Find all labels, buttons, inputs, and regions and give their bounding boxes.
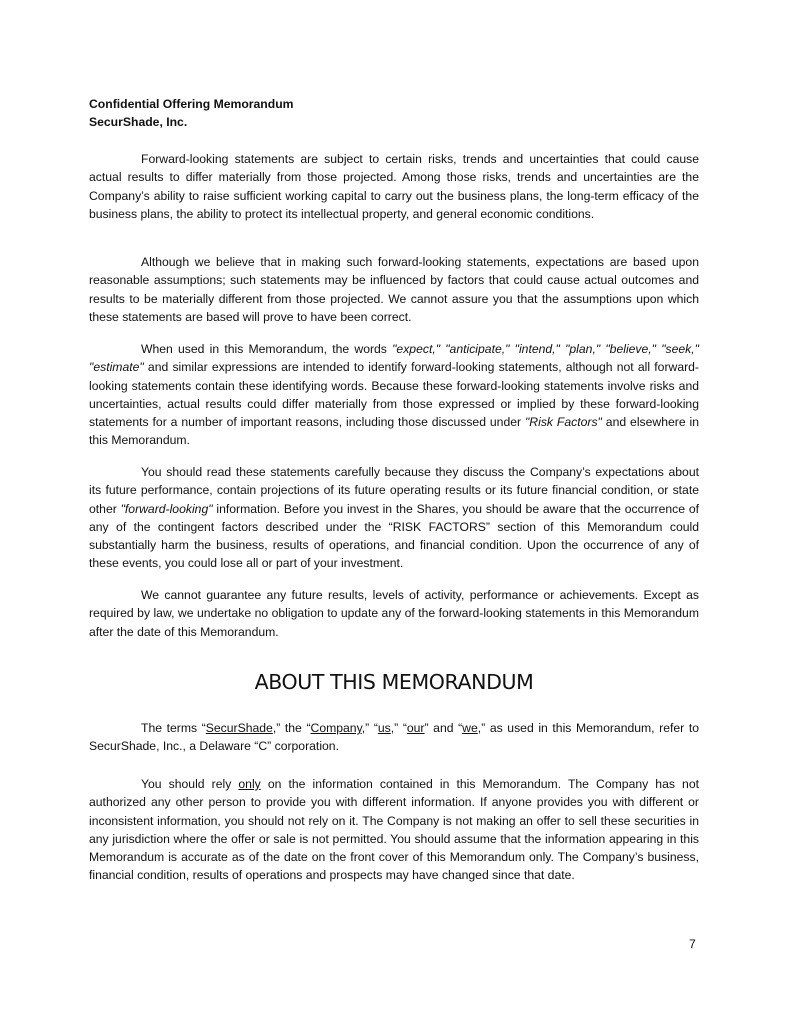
paragraph-terms: The terms “SecurShade,” the “Company,” “us,” “our” and “we,” as used in this Memorandum, refer to SecurShade, Inc., a Delaware “C” corporation. [89, 721, 699, 754]
document-header [89, 95, 293, 131]
paragraph-risks: Forward-looking statements are subject to certain risks, trends and uncertainties that could cause actual results to differ materially from those projected. Among those risks, trends and uncertainties are the Company’s ability to raise sufficient working capital to carry out the business plans, the long-term efficacy of the business plans, the ability to protect its intellectual property, and general economic conditions. [89, 152, 699, 221]
paragraph-identifying-words: When used in this Memorandum, the words "expect," "anticipate," "intend," "plan," "believe," "seek," "estimate" and similar expressions are intended to identify forward-looking statements, although not all forward-looking statements contain these identifying words. Because these forward-looking statements involve risks and uncertainties, actual results could differ materially from those expressed or implied by these forward-looking statements for a number of important reasons, including those discussed under "Risk Factors" and elsewhere in this Memorandum. [89, 342, 700, 448]
section-heading: ABOUT THIS MEMORANDUM [254, 670, 534, 694]
page-number: 7 [689, 937, 696, 951]
paragraph-read-carefully: You should read these statements carefully because they discuss the Company’s expectations about its future performance, contain projections of its future operating results or its future financial condition, or state other "forward-looking" information. Before you invest in the Shares, you should be aware that the occurrence of any of the contingent factors described under the “RISK FACTORS” section of this Memorandum could substantially harm the business, results of operations, and financial condition. Upon the occurrence of any of these events, you could lose all or part of your investment. [89, 465, 699, 571]
header-title: Confidential Offering Memorandum [89, 97, 294, 111]
header-company: SecurShade, Inc. [89, 115, 188, 129]
paragraph-assumptions: Although we believe that in making such forward-looking statements, expectations are based upon reasonable assumptions; such statements may be influenced by factors that could cause actual outcomes and results to be materially different from those projected. We cannot assure you that the assumptions upon which these statements are based will prove to have been correct. [89, 255, 699, 324]
paragraph-no-guarantee: We cannot guarantee any future results, levels of activity, performance or achievements. Except as required by law, we undertake no obligation to update any of the forward-looking statements in this Memorandum after the date of this Memorandum. [89, 588, 699, 639]
paragraph-rely-only: You should rely only on the information contained in this Memorandum. The Company has not authorized any other person to provide you with different information. If anyone provides you with different or inconsistent information, you should not rely on it. The Company is not making an offer to sell these securities in any jurisdiction where the offer or sale is not permitted. You should assume that the information appearing in this Memorandum is accurate as of the date on the front cover of this Memorandum only. The Company’s business, financial condition, results of operations and prospects may have changed since that date. [89, 777, 699, 883]
